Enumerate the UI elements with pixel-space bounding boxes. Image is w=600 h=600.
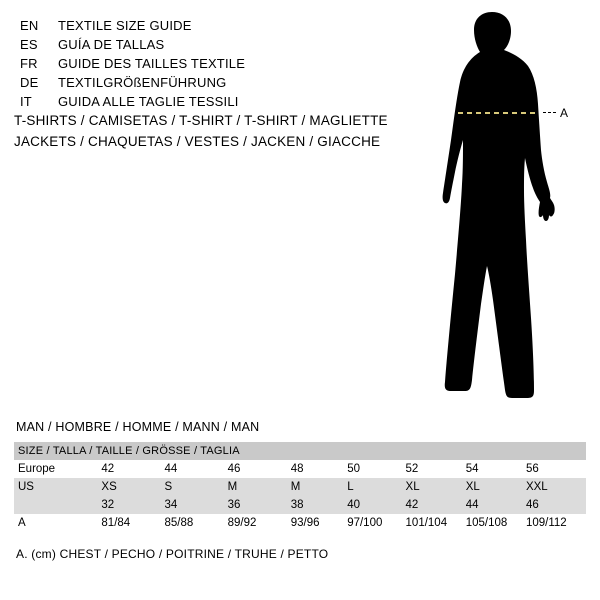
- cell: 50: [347, 460, 405, 478]
- language-row: [20, 73, 380, 92]
- cell: 44: [165, 460, 228, 478]
- measure-leader-line: [543, 112, 556, 113]
- row-label: [14, 496, 101, 514]
- language-text: GUIDE DES TAILLES TEXTILE: [58, 56, 246, 71]
- table-row: [14, 514, 586, 532]
- cell: 56: [526, 460, 586, 478]
- table-group-title: MAN / HOMBRE / HOMME / MANN / MAN: [16, 420, 260, 434]
- cell: 109/112: [526, 514, 586, 532]
- language-code: DE: [20, 75, 39, 90]
- cell: M: [291, 478, 347, 496]
- category-list: [14, 110, 414, 152]
- language-text: GUIDA ALLE TAGLIE TESSILI: [58, 94, 239, 109]
- row-label: US: [14, 478, 101, 496]
- language-row: [20, 92, 380, 111]
- cell: 42: [101, 460, 164, 478]
- language-code: IT: [20, 94, 32, 109]
- cell: 36: [228, 496, 291, 514]
- language-text: TEXTILE SIZE GUIDE: [58, 18, 192, 33]
- footnote-chest-measure: A. (cm) CHEST / PECHO / POITRINE / TRUHE / PETTO: [16, 547, 329, 561]
- language-code: FR: [20, 56, 38, 71]
- measure-label-a: A: [560, 106, 569, 120]
- cell: 81/84: [101, 514, 164, 532]
- cell: 93/96: [291, 514, 347, 532]
- language-row: [20, 54, 380, 73]
- cell: 46: [526, 496, 586, 514]
- cell: S: [165, 478, 228, 496]
- cell: 34: [165, 496, 228, 514]
- table-row: [14, 460, 586, 478]
- cell: L: [347, 478, 405, 496]
- body-figure: [400, 8, 600, 408]
- cell: M: [228, 478, 291, 496]
- category-tshirts: T-SHIRTS / CAMISETAS / T-SHIRT / T-SHIRT / MAGLIETTE: [14, 113, 388, 128]
- chest-measure-line: [400, 8, 600, 408]
- table-row: [14, 496, 586, 514]
- language-code: EN: [20, 18, 39, 33]
- cell: 89/92: [228, 514, 291, 532]
- language-row: [20, 16, 380, 35]
- table-row: [14, 478, 586, 496]
- language-row: [20, 35, 380, 54]
- table-header-spacer: [291, 442, 586, 460]
- language-list: [20, 16, 380, 111]
- cell: 46: [228, 460, 291, 478]
- category-jackets: JACKETS / CHAQUETAS / VESTES / JACKEN / GIACCHE: [14, 134, 381, 149]
- cell: 48: [291, 460, 347, 478]
- cell: 105/108: [466, 514, 526, 532]
- cell: XXL: [526, 478, 586, 496]
- cell: 44: [466, 496, 526, 514]
- cell: XL: [466, 478, 526, 496]
- cell: 40: [347, 496, 405, 514]
- cell: 42: [406, 496, 466, 514]
- cell: 97/100: [347, 514, 405, 532]
- cell: 52: [406, 460, 466, 478]
- size-table: [14, 442, 586, 532]
- cell: 38: [291, 496, 347, 514]
- language-text: GUÍA DE TALLAS: [58, 37, 165, 52]
- table-header-label: SIZE / TALLA / TAILLE / GRÖSSE / TAGLIA: [14, 442, 291, 460]
- cell: XS: [101, 478, 164, 496]
- language-text: TEXTILGRÖßENFÜHRUNG: [58, 75, 227, 90]
- row-label: A: [14, 514, 101, 532]
- cell: 85/88: [165, 514, 228, 532]
- row-label: Europe: [14, 460, 101, 478]
- table-header-row: [14, 442, 586, 460]
- cell: 54: [466, 460, 526, 478]
- cell: 32: [101, 496, 164, 514]
- cell: XL: [406, 478, 466, 496]
- cell: 101/104: [406, 514, 466, 532]
- language-code: ES: [20, 37, 38, 52]
